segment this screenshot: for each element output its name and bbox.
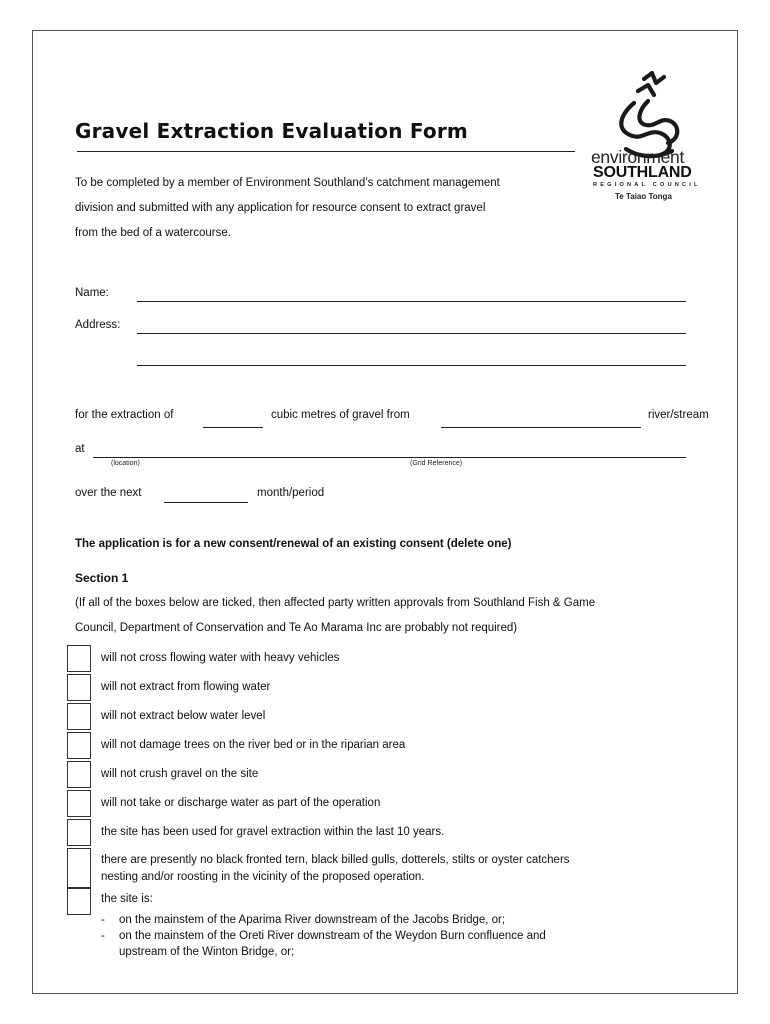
bullet-text-continued: upstream of the Winton Bridge, or; xyxy=(119,946,295,958)
extraction-suffix-text: river/stream xyxy=(648,409,709,421)
checkbox-no-below-water[interactable] xyxy=(67,703,91,730)
over-suffix-text: month/period xyxy=(257,487,325,499)
application-statement: The application is for a new consent/renewal of an existing consent (delete one) xyxy=(75,538,512,550)
extraction-middle-text: cubic metres of gravel from xyxy=(271,409,410,421)
logo-southland-text: SOUTHLAND xyxy=(593,164,692,181)
logo-regional-council-text: REGIONAL COUNCIL xyxy=(593,182,701,188)
checkbox-no-crushing[interactable] xyxy=(67,761,91,788)
bullet-dash: - xyxy=(101,914,105,926)
list-item: will not take or discharge water as part of the operation xyxy=(101,797,381,809)
list-item: the site has been used for gravel extraction within the last 10 years. xyxy=(101,826,445,838)
list-item: there are presently no black fronted tern, black billed gulls, dotterels, stilts or oyster catchers xyxy=(101,854,570,866)
section-1-heading: Section 1 xyxy=(75,571,129,585)
checkbox-no-tree-damage[interactable] xyxy=(67,732,91,759)
river-stream-field[interactable] xyxy=(441,427,641,428)
section-1-note-line-1: (If all of the boxes below are ticked, then affected party written approvals from Southland Fish & Game xyxy=(75,597,596,609)
name-field[interactable] xyxy=(137,301,686,302)
list-item: the site is: xyxy=(101,893,153,905)
name-label: Name: xyxy=(75,287,109,299)
checkbox-no-crossing[interactable] xyxy=(67,645,91,672)
checkbox-no-birds[interactable] xyxy=(67,848,91,888)
list-item: will not damage trees on the river bed or in the riparian area xyxy=(101,739,406,751)
checkbox-no-flowing-extraction[interactable] xyxy=(67,674,91,701)
bullet-text: on the mainstem of the Oreti River downstream of the Weydon Burn confluence and xyxy=(119,930,546,942)
location-caption: (location) xyxy=(111,460,140,467)
bullet-text: on the mainstem of the Aparima River downstream of the Jacobs Bridge, or; xyxy=(119,914,506,926)
list-item: nesting and/or roosting in the vicinity of the proposed operation. xyxy=(101,871,425,883)
cubic-metres-field[interactable] xyxy=(203,427,263,428)
form-title: Gravel Extraction Evaluation Form xyxy=(75,119,468,143)
logo-te-taiao-tonga-text: Te Taiao Tonga xyxy=(615,192,672,201)
title-underline xyxy=(77,151,575,152)
at-label: at xyxy=(75,443,85,455)
list-item: will not crush gravel on the site xyxy=(101,768,259,780)
address-field-line-2[interactable] xyxy=(137,365,686,366)
list-item: will not extract from flowing water xyxy=(101,681,271,693)
list-item: will not extract below water level xyxy=(101,710,266,722)
period-field[interactable] xyxy=(164,502,248,503)
intro-line-1: To be completed by a member of Environment Southland’s catchment management xyxy=(75,177,500,189)
intro-line-2: division and submitted with any application for resource consent to extract gravel xyxy=(75,202,486,214)
grid-reference-caption: (Grid Reference) xyxy=(410,460,463,467)
bullet-dash: - xyxy=(101,930,105,942)
over-prefix-text: over the next xyxy=(75,487,142,499)
extraction-prefix-text: for the extraction of xyxy=(75,409,174,421)
intro-line-3: from the bed of a watercourse. xyxy=(75,227,231,239)
section-1-note-line-2: Council, Department of Conservation and Te Ao Marama Inc are probably not required) xyxy=(75,622,518,634)
form-page xyxy=(32,30,738,994)
checkbox-previously-used[interactable] xyxy=(67,819,91,846)
logo-environment-text: environment xyxy=(591,147,685,167)
checkbox-site-location[interactable] xyxy=(67,888,91,915)
checkbox-no-water-take[interactable] xyxy=(67,790,91,817)
list-item: will not cross flowing water with heavy vehicles xyxy=(101,652,340,664)
address-label: Address: xyxy=(75,319,121,331)
address-field-line-1[interactable] xyxy=(137,333,686,334)
location-grid-reference-field[interactable] xyxy=(93,457,686,458)
